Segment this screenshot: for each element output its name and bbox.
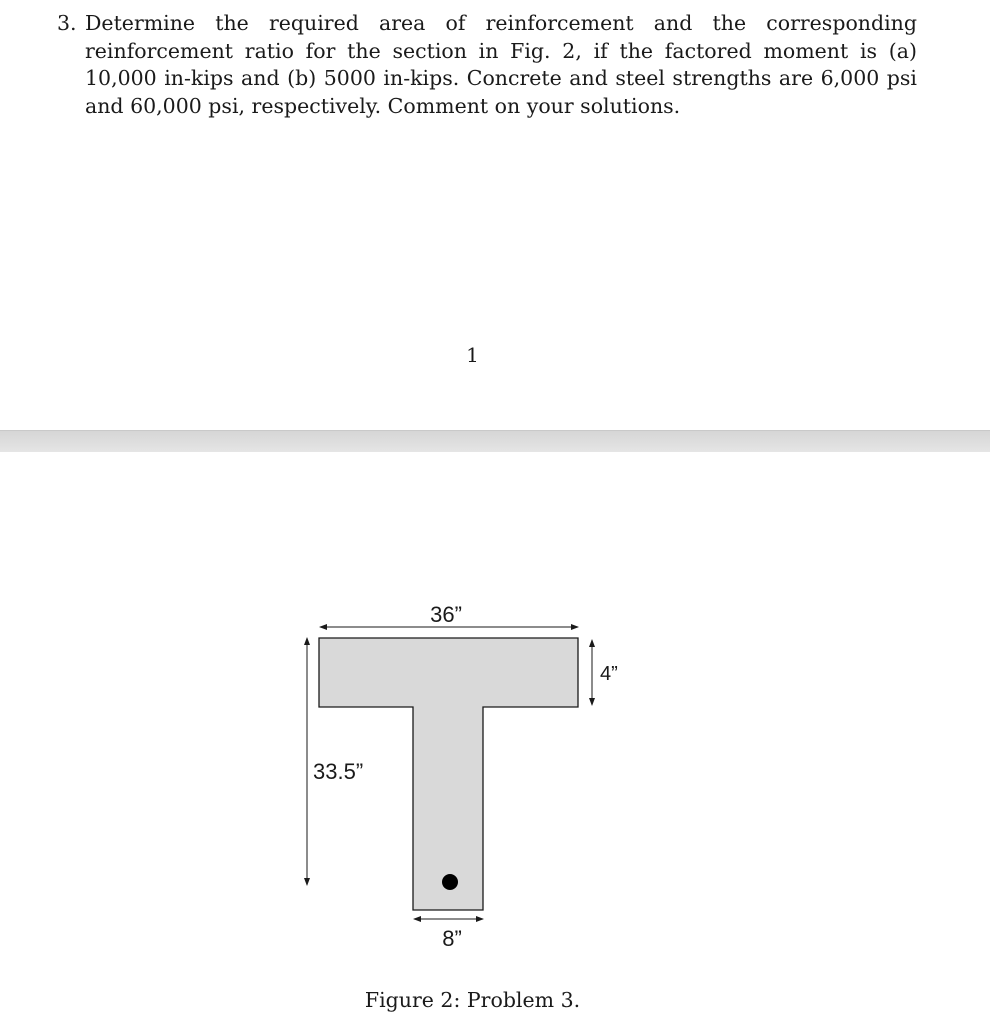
total-depth-label: 33.5”: [313, 759, 364, 784]
rebar-dot: [442, 874, 458, 890]
flange-thickness-label: 4”: [600, 663, 618, 685]
problem-text: Determine the required area of reinforcement and the corresponding reinforcement ratio for the section in Fig. 2, if the factored moment is (a) 10,000 in-kips and (b) 5000 in-kips. Concrete and steel strengths are 6,000 psi and 60,000 psi, respectively. Comment on your solutions.: [85, 11, 917, 118]
page-number: 1: [466, 343, 479, 367]
problem-number: 3.: [57, 11, 77, 35]
figure-caption: Figure 2: Problem 3.: [364, 988, 581, 1012]
web-width-label: 8”: [442, 926, 462, 951]
flange-width-label: 36”: [430, 602, 462, 627]
